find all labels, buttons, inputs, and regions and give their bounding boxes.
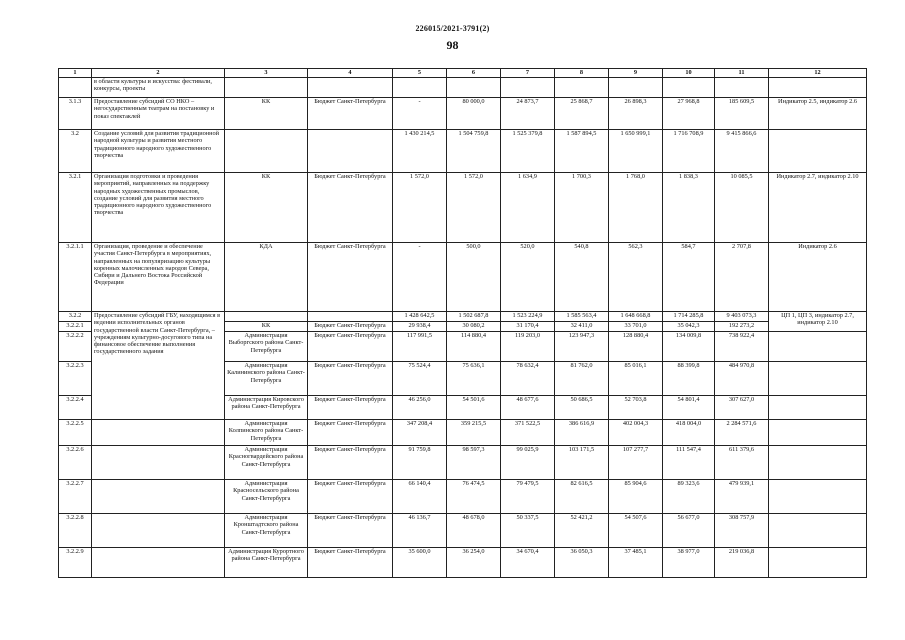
- table-cell-col6: 48 678,0: [447, 514, 501, 548]
- table-cell-col6: 36 254,0: [447, 548, 501, 578]
- table-row: [59, 312, 867, 322]
- table-cell-col8: 103 171,5: [555, 446, 609, 480]
- table-cell-col11: 611 379,6: [715, 446, 769, 480]
- table-cell-col1: 3.2.2.2: [59, 332, 92, 362]
- table-cell-col6: 114 880,4: [447, 332, 501, 362]
- table-cell-col12: [769, 548, 867, 578]
- column-header: 4: [308, 69, 393, 78]
- table-cell-col12: Индикатор 2.5, индикатор 2.6: [769, 98, 867, 130]
- table-cell-col8: 1 585 563,4: [555, 312, 609, 322]
- table-cell-col6: 1 504 759,8: [447, 130, 501, 173]
- table-cell-col8: [555, 78, 609, 98]
- table-cell-col4: Бюджет Санкт-Петербурга: [308, 446, 393, 480]
- table-cell-col10: 56 677,0: [663, 514, 715, 548]
- table-cell-col7: 31 170,4: [501, 322, 555, 332]
- table-cell-col1: 3.2: [59, 130, 92, 173]
- table-cell-col10: 89 323,6: [663, 480, 715, 514]
- table-cell-col11: 9 415 866,6: [715, 130, 769, 173]
- table-cell-col4: Бюджет Санкт-Петербурга: [308, 173, 393, 243]
- table-cell-col3: Администрация Красносельского района Санкт-Петербурга: [225, 480, 308, 514]
- table-cell-col7: 99 025,9: [501, 446, 555, 480]
- table-row: [59, 420, 867, 446]
- table-cell-col1: [59, 78, 92, 98]
- table-cell-col10: 35 042,3: [663, 322, 715, 332]
- table-cell-col11: 9 403 073,3: [715, 312, 769, 322]
- table-cell-col12: [769, 446, 867, 480]
- table-cell-col7: 119 203,0: [501, 332, 555, 362]
- table-cell-col8: 1 700,3: [555, 173, 609, 243]
- table-cell-col3: Администрация Выборгского района Санкт-Петербурга: [225, 332, 308, 362]
- table-cell-col3: Администрация Курортного района Санкт-Петербурга: [225, 548, 308, 578]
- column-header: 12: [769, 69, 867, 78]
- table-cell-col8: 540,8: [555, 243, 609, 312]
- table-cell-col4: Бюджет Санкт-Петербурга: [308, 420, 393, 446]
- table-cell-col5: 29 938,4: [393, 322, 447, 332]
- table-cell-col4: Бюджет Санкт-Петербурга: [308, 322, 393, 332]
- table-cell-col8: 36 050,3: [555, 548, 609, 578]
- table-cell-col11: 479 939,1: [715, 480, 769, 514]
- table-cell-col2: в области культуры и искусства: фестивали, конкурсы, проекты: [92, 78, 225, 98]
- table-cell-col3: КДА: [225, 243, 308, 312]
- table-cell-col9: 128 880,4: [609, 332, 663, 362]
- table-cell-col3: Администрация Красногвардейского района Санкт-Петербурга: [225, 446, 308, 480]
- table-cell-col2: [92, 548, 225, 578]
- table-cell-col12: [769, 396, 867, 420]
- column-header: 5: [393, 69, 447, 78]
- table-cell-col3: КК: [225, 98, 308, 130]
- table-cell-col8: 82 616,5: [555, 480, 609, 514]
- table-cell-col8: 386 616,9: [555, 420, 609, 446]
- table-cell-col7: 371 522,5: [501, 420, 555, 446]
- table-cell-col10: 27 968,8: [663, 98, 715, 130]
- table-cell-col3: Администрация Кронштадтского района Санкт-Петербурга: [225, 514, 308, 548]
- column-header: 8: [555, 69, 609, 78]
- table-cell-col6: 80 000,0: [447, 98, 501, 130]
- table-cell-col12: [769, 78, 867, 98]
- table-cell-col2: Предоставление субсидий ГБУ, находящимся в ведении исполнительных органов государственной власти Санкт-Петербурга, – учреждениям культурно-досугового типа на финансовое обеспечение выполнения государственного задания: [92, 312, 225, 420]
- table-cell-col4: [308, 312, 393, 322]
- column-header: 3: [225, 69, 308, 78]
- table-cell-col8: 52 421,2: [555, 514, 609, 548]
- table-cell-col4: Бюджет Санкт-Петербурга: [308, 98, 393, 130]
- table-cell-col4: Бюджет Санкт-Петербурга: [308, 514, 393, 548]
- column-header: 2: [92, 69, 225, 78]
- document-number: 226015/2021-3791(2): [415, 24, 490, 33]
- column-header: 6: [447, 69, 501, 78]
- table-cell-col2: [92, 420, 225, 446]
- table-cell-col3: КК: [225, 322, 308, 332]
- table-cell-col6: 30 080,2: [447, 322, 501, 332]
- table-cell-col5: -: [393, 243, 447, 312]
- table-cell-col12: [769, 130, 867, 173]
- table-cell-col5: 75 524,4: [393, 362, 447, 396]
- page-number: 98: [446, 38, 459, 52]
- table-cell-col3: КК: [225, 173, 308, 243]
- table-cell-col7: [501, 78, 555, 98]
- column-header: 10: [663, 69, 715, 78]
- column-header: 9: [609, 69, 663, 78]
- table-cell-col10: 1 714 285,8: [663, 312, 715, 322]
- table-cell-col3: [225, 130, 308, 173]
- table-row: [59, 243, 867, 312]
- table-cell-col11: 484 970,8: [715, 362, 769, 396]
- table-row: [59, 514, 867, 548]
- table-cell-col6: 75 636,1: [447, 362, 501, 396]
- table-cell-col10: 1 716 708,9: [663, 130, 715, 173]
- table-cell-col7: 79 479,5: [501, 480, 555, 514]
- table-row: [59, 78, 867, 98]
- table-cell-col6: 1 572,0: [447, 173, 501, 243]
- table-cell-col5: 1 430 214,5: [393, 130, 447, 173]
- table-cell-col9: 107 277,7: [609, 446, 663, 480]
- column-header: 1: [59, 69, 92, 78]
- table-cell-col9: 26 898,3: [609, 98, 663, 130]
- table-cell-col8: 50 686,5: [555, 396, 609, 420]
- table-cell-col2: Предоставление субсидий СО НКО – негосударственным театрам на постановку и показ спектаклей: [92, 98, 225, 130]
- column-header-row: [59, 69, 867, 78]
- table-cell-col6: 359 215,5: [447, 420, 501, 446]
- table-cell-col5: [393, 78, 447, 98]
- table-cell-col5: 347 208,4: [393, 420, 447, 446]
- table-cell-col7: 34 670,4: [501, 548, 555, 578]
- table-cell-col5: -: [393, 98, 447, 130]
- table-cell-col10: 418 004,0: [663, 420, 715, 446]
- table-cell-col1: 3.2.2.1: [59, 322, 92, 332]
- table-cell-col1: 3.2.2.3: [59, 362, 92, 396]
- table-cell-col5: 91 759,8: [393, 446, 447, 480]
- table-cell-col2: Организация подготовки и проведения мероприятий, направленных на поддержку народных художественных промыслов, создание условий для развития местного традиционного народного художественного творчества: [92, 173, 225, 243]
- table-cell-col5: 46 136,7: [393, 514, 447, 548]
- table-cell-col1: 3.2.2.4: [59, 396, 92, 420]
- table-cell-col3: [225, 312, 308, 322]
- table-cell-col1: 3.2.1.1: [59, 243, 92, 312]
- table-cell-col4: Бюджет Санкт-Петербурга: [308, 243, 393, 312]
- table-cell-col12: ЦП 1, ЦП 3, индикатор 2.7, индикатор 2.10: [769, 312, 867, 332]
- table-cell-col11: 10 085,5: [715, 173, 769, 243]
- table-cell-col6: 76 474,5: [447, 480, 501, 514]
- table-cell-col1: 3.2.2.9: [59, 548, 92, 578]
- table-cell-col12: [769, 480, 867, 514]
- table-cell-col5: 35 600,0: [393, 548, 447, 578]
- table-cell-col7: 78 632,4: [501, 362, 555, 396]
- column-header: 7: [501, 69, 555, 78]
- table-cell-col12: [769, 420, 867, 446]
- table-cell-col9: [609, 78, 663, 98]
- table-cell-col7: 24 873,7: [501, 98, 555, 130]
- table-row: [59, 548, 867, 578]
- budget-table: [58, 68, 867, 578]
- table-cell-col10: 111 547,4: [663, 446, 715, 480]
- table-cell-col1: 3.1.3: [59, 98, 92, 130]
- table-cell-col2: Организация, проведение и обеспечение участия Санкт-Петербурга в мероприятиях, направленных на популяризацию культуры коренных малочисленных народов Севера, Сибири и Дальнего Востока Российской Федерации: [92, 243, 225, 312]
- table-cell-col11: 2 284 571,6: [715, 420, 769, 446]
- table-cell-col7: 48 677,6: [501, 396, 555, 420]
- table-cell-col11: 738 922,4: [715, 332, 769, 362]
- table-cell-col9: 1 768,0: [609, 173, 663, 243]
- table-cell-col9: 85 904,6: [609, 480, 663, 514]
- table-cell-col8: 32 411,0: [555, 322, 609, 332]
- table-cell-col12: Индикатор 2.7, индикатор 2.10: [769, 173, 867, 243]
- table-cell-col11: [715, 78, 769, 98]
- table-cell-col5: 66 140,4: [393, 480, 447, 514]
- table-cell-col1: 3.2.2: [59, 312, 92, 322]
- table-cell-col10: 54 801,4: [663, 396, 715, 420]
- table-cell-col3: Администрация Кировского района Санкт-Петербурга: [225, 396, 308, 420]
- table-cell-col12: [769, 362, 867, 396]
- table-cell-col11: 192 273,2: [715, 322, 769, 332]
- table-cell-col8: 123 947,3: [555, 332, 609, 362]
- column-header: 11: [715, 69, 769, 78]
- table-cell-col4: Бюджет Санкт-Петербурга: [308, 362, 393, 396]
- table-cell-col1: 3.2.2.7: [59, 480, 92, 514]
- table-cell-col7: 1 525 379,8: [501, 130, 555, 173]
- table-cell-col4: [308, 130, 393, 173]
- table-cell-col7: 1 634,9: [501, 173, 555, 243]
- table-cell-col9: 1 648 668,8: [609, 312, 663, 322]
- table-cell-col4: Бюджет Санкт-Петербурга: [308, 332, 393, 362]
- table-cell-col9: 52 703,8: [609, 396, 663, 420]
- table-cell-col4: [308, 78, 393, 98]
- table-cell-col8: 1 587 894,5: [555, 130, 609, 173]
- table-cell-col11: 185 609,5: [715, 98, 769, 130]
- table-row: [59, 173, 867, 243]
- table-row: [59, 446, 867, 480]
- table-cell-col1: 3.2.1: [59, 173, 92, 243]
- table-cell-col7: 520,0: [501, 243, 555, 312]
- table-cell-col4: Бюджет Санкт-Петербурга: [308, 480, 393, 514]
- table-cell-col3: [225, 78, 308, 98]
- table-cell-col5: 46 256,0: [393, 396, 447, 420]
- table-cell-col10: [663, 78, 715, 98]
- table-cell-col10: 1 838,3: [663, 173, 715, 243]
- table-cell-col9: 54 507,6: [609, 514, 663, 548]
- table-cell-col6: 500,0: [447, 243, 501, 312]
- table-cell-col4: Бюджет Санкт-Петербурга: [308, 396, 393, 420]
- table-cell-col6: 54 501,6: [447, 396, 501, 420]
- table-cell-col9: 33 701,0: [609, 322, 663, 332]
- table-cell-col12: [769, 332, 867, 362]
- table-cell-col9: 1 650 999,1: [609, 130, 663, 173]
- table-cell-col2: Создание условий для развития традиционной народной культуры и развития местного традиционного народного художественного творчества: [92, 130, 225, 173]
- table-cell-col5: 1 572,0: [393, 173, 447, 243]
- table-cell-col9: 402 004,3: [609, 420, 663, 446]
- table-cell-col12: Индикатор 2.6: [769, 243, 867, 312]
- table-cell-col10: 88 399,8: [663, 362, 715, 396]
- table-cell-col9: 37 485,1: [609, 548, 663, 578]
- table-row: [59, 480, 867, 514]
- table-cell-col5: 117 991,5: [393, 332, 447, 362]
- table-cell-col4: Бюджет Санкт-Петербурга: [308, 548, 393, 578]
- table-cell-col11: 307 627,0: [715, 396, 769, 420]
- table-cell-col6: 98 597,3: [447, 446, 501, 480]
- table-cell-col10: 38 977,0: [663, 548, 715, 578]
- table-cell-col2: [92, 514, 225, 548]
- table-cell-col2: [92, 446, 225, 480]
- table-cell-col1: 3.2.2.5: [59, 420, 92, 446]
- table-cell-col10: 584,7: [663, 243, 715, 312]
- table-cell-col9: 85 016,1: [609, 362, 663, 396]
- table-cell-col11: 219 036,8: [715, 548, 769, 578]
- table-cell-col10: 134 009,8: [663, 332, 715, 362]
- table-cell-col6: 1 502 687,8: [447, 312, 501, 322]
- table-cell-col11: 308 757,9: [715, 514, 769, 548]
- table-row: [59, 130, 867, 173]
- table-cell-col3: Администрация Колпинского района Санкт-Петербурга: [225, 420, 308, 446]
- table-cell-col1: 3.2.2.6: [59, 446, 92, 480]
- table-cell-col8: 81 762,0: [555, 362, 609, 396]
- table-cell-col9: 562,3: [609, 243, 663, 312]
- table-cell-col11: 2 707,8: [715, 243, 769, 312]
- table-cell-col3: Администрация Калининского района Санкт-Петербурга: [225, 362, 308, 396]
- table-cell-col8: 25 868,7: [555, 98, 609, 130]
- table-cell-col5: 1 428 642,5: [393, 312, 447, 322]
- table-row: [59, 98, 867, 130]
- table-cell-col6: [447, 78, 501, 98]
- table-cell-col12: [769, 514, 867, 548]
- table-cell-col7: 50 337,5: [501, 514, 555, 548]
- table-cell-col7: 1 523 224,9: [501, 312, 555, 322]
- table-cell-col1: 3.2.2.8: [59, 514, 92, 548]
- table-cell-col2: [92, 480, 225, 514]
